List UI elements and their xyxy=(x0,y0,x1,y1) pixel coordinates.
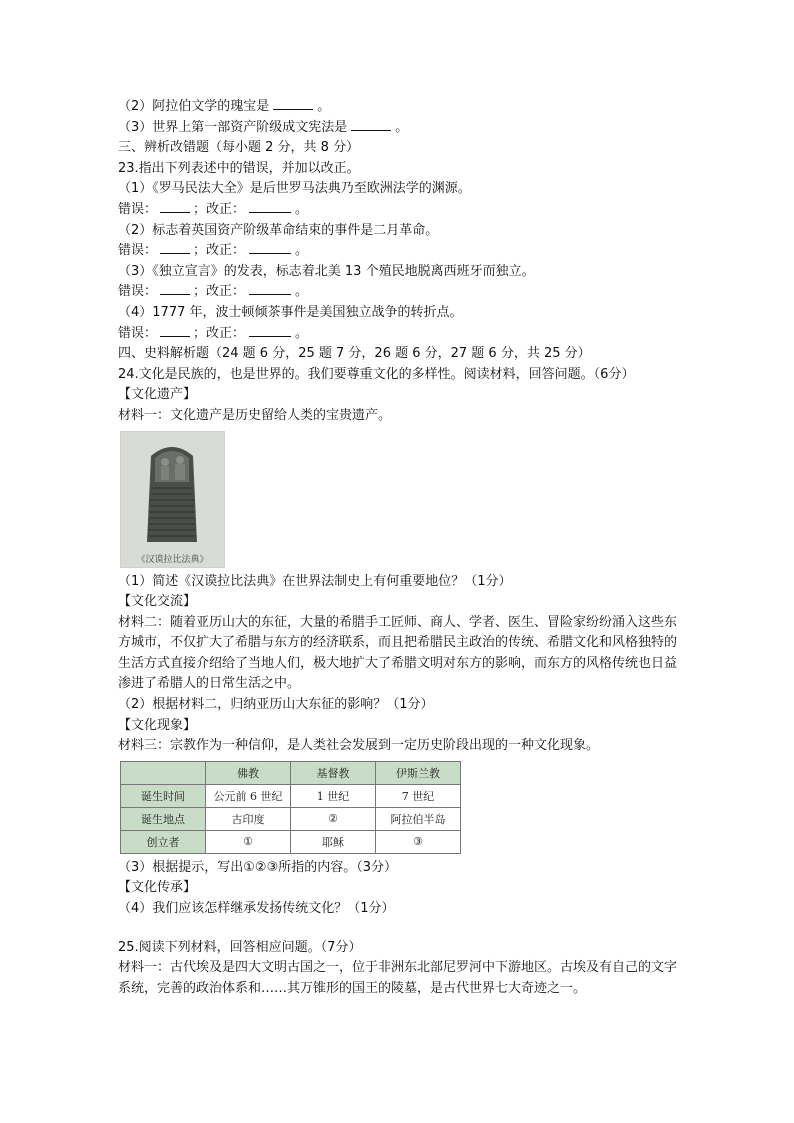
heading-inherit: 【文化传承】 xyxy=(118,880,197,896)
table-cell: 伊斯兰教 xyxy=(376,761,461,784)
error-fix-line: 错误： ；改正： 。 xyxy=(118,201,309,217)
document-page xyxy=(118,97,678,999)
heading-heritage: 【文化遗产】 xyxy=(118,387,197,403)
line-constitution: （3）世界上第一部资产阶级成文宪法是 。 xyxy=(118,119,409,135)
fix-blank[interactable] xyxy=(249,324,291,337)
spacer xyxy=(118,920,678,938)
table-cell: 公元前 6 世纪 xyxy=(206,784,291,807)
stele-illustration xyxy=(143,438,201,546)
table-header-row xyxy=(121,761,461,784)
error-blank[interactable] xyxy=(160,324,190,337)
image-caption: 《汉谟拉比法典》 xyxy=(136,554,209,565)
question-23: 23.指出下列表述中的错误，并加以改正。 xyxy=(118,160,360,176)
answer-blank[interactable] xyxy=(273,97,313,110)
line-arab-literature: （2）阿拉伯文学的瑰宝是 。 xyxy=(118,99,331,114)
table-cell: 基督教 xyxy=(291,761,376,784)
table-cell: 佛教 xyxy=(206,761,291,784)
table-row xyxy=(121,830,461,853)
error-fix-line: 错误： ；改正： 。 xyxy=(118,284,309,300)
material-25-1: 材料一：古代埃及是四大文明古国之一，位于非洲东北部尼罗河中下游地区。古埃及有自己的文字系统，完善的政治体系和……其万锥形的国王的陵墓，是古代世界七大奇迹之一。 xyxy=(118,960,678,996)
table-cell: 阿拉伯半岛 xyxy=(376,807,461,830)
fix-blank[interactable] xyxy=(249,200,291,213)
heading-exchange: 【文化交流】 xyxy=(118,594,197,610)
question-24: 24.文化是民族的，也是世界的。我们要尊重文化的多样性。阅读材料，回答问题。（6分） xyxy=(118,366,635,382)
table-cell: 1 世纪 xyxy=(291,784,376,807)
hammurabi-stele-image xyxy=(120,431,225,568)
question-23-1: （1）《罗马民法大全》是后世罗马法典乃至欧洲法学的渊源。 xyxy=(118,181,471,197)
table-cell: ① xyxy=(206,830,291,853)
heading-phenomenon: 【文化现象】 xyxy=(118,717,197,733)
table-row xyxy=(121,784,461,807)
table-cell: 诞生地点 xyxy=(121,807,206,830)
material-3: 材料三：宗教作为一种信仰，是人类社会发展到一定历史阶段出现的一种文化现象。 xyxy=(118,738,600,754)
error-blank[interactable] xyxy=(160,241,190,254)
error-fix-line: 错误： ；改正： 。 xyxy=(118,243,309,259)
material-1: 材料一：文化遗产是历史留给人类的宝贵遗产。 xyxy=(118,407,392,423)
error-blank[interactable] xyxy=(160,200,190,213)
table-cell: 创立者 xyxy=(121,830,206,853)
material-2: 材料二：随着亚历山大的东征，大量的希腊手工匠师、商人、学者、医生、冒险家纷纷涌入这些东方城市，不仅扩大了希腊与东方的经济联系，而且把希腊民主政治的传统、希腊文化和风格独特的生活方式直接介绍给了当地人们，极大地扩大了希腊文明对东方的影响，而东方的风格传统也日益渗进了希腊人的日常生活之中。 xyxy=(118,614,678,692)
table-cell: 诞生时间 xyxy=(121,784,206,807)
fix-blank[interactable] xyxy=(249,282,291,295)
section-3-title: 三、辨析改错题（每小题 2 分，共 8 分） xyxy=(118,140,360,156)
answer-blank[interactable] xyxy=(351,118,391,131)
question-24-4: （4）我们应该怎样继承发扬传统文化？（1分） xyxy=(118,901,395,917)
question-23-3: （3）《独立宣言》的发表，标志着北美 13 个殖民地脱离西班牙而独立。 xyxy=(118,263,535,279)
table-cell: 7 世纪 xyxy=(376,784,461,807)
question-24-3: （3）根据提示，写出①②③所指的内容。（3分） xyxy=(118,859,398,875)
question-24-1: （1）简述《汉谟拉比法典》在世界法制史上有何重要地位？（1分） xyxy=(118,573,512,589)
question-24-2: （2）根据材料二，归纳亚历山大东征的影响？（1分） xyxy=(118,697,434,713)
table-cell: ② xyxy=(291,807,376,830)
table-cell: 耶稣 xyxy=(291,830,376,853)
error-blank[interactable] xyxy=(160,282,190,295)
section-4-title: 四、史料解析题（24 题 6 分，25 题 7 分，26 题 6 分，27 题 6 分，共 25 分） xyxy=(118,346,591,362)
question-23-2: （2）标志着英国资产阶级革命结束的事件是二月革命。 xyxy=(118,222,439,238)
error-fix-line: 错误： ；改正： 。 xyxy=(118,325,309,341)
question-23-4: （4）1777 年，波士顿倾茶事件是美国独立战争的转折点。 xyxy=(118,304,463,320)
fix-blank[interactable] xyxy=(249,241,291,254)
table-cell: 古印度 xyxy=(206,807,291,830)
table-cell xyxy=(121,761,206,784)
table-cell: ③ xyxy=(376,830,461,853)
table-row xyxy=(121,807,461,830)
question-25: 25.阅读下列材料，回答相应问题。（7分） xyxy=(118,939,362,955)
religion-table xyxy=(120,761,461,854)
